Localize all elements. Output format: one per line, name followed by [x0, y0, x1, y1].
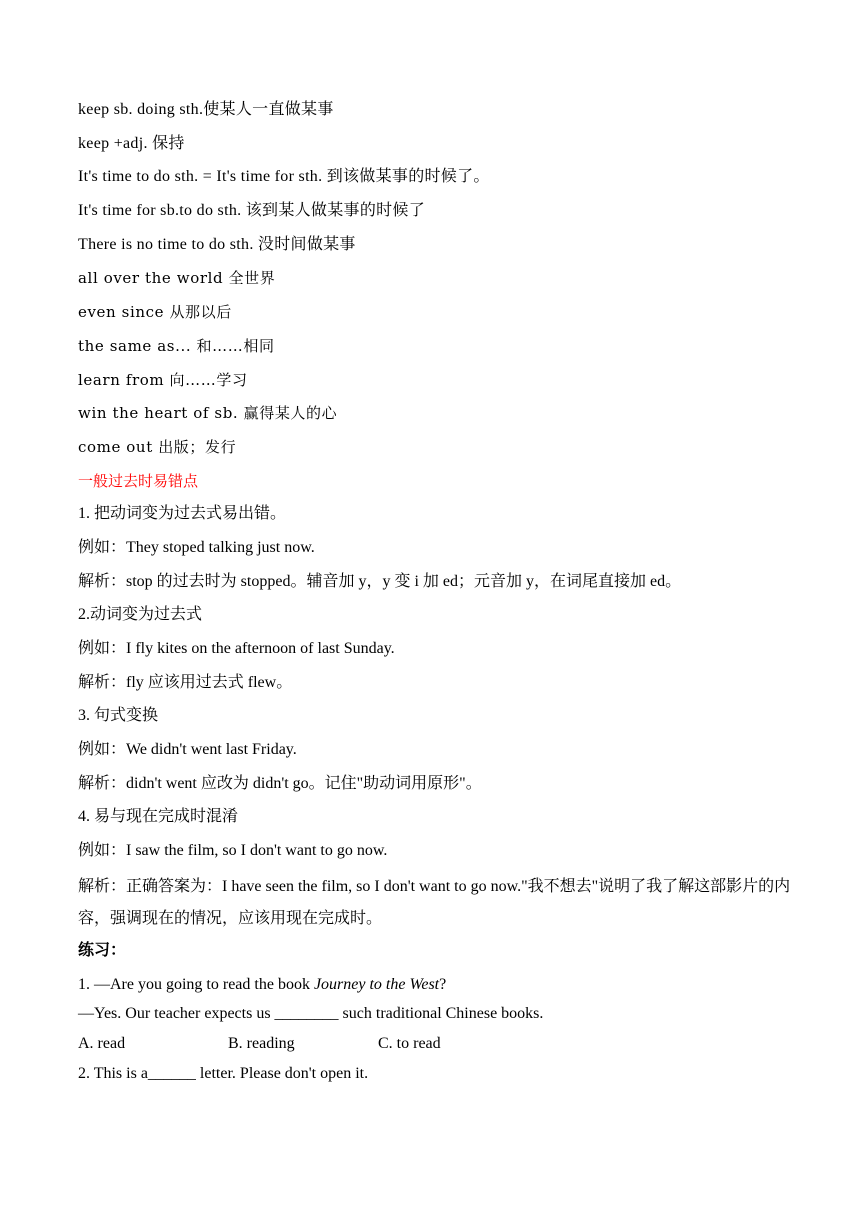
phrase-line: keep +adj. 保持 [78, 134, 185, 152]
phrase-line: all over the world 全世界 [78, 269, 276, 288]
option-c: C. to read [378, 1034, 441, 1052]
item-example: 例如：We didn't went last Friday. [78, 741, 297, 759]
item-title: 1. 把动词变为过去式易出错。 [78, 505, 287, 523]
item-analysis: 解析：fly 应该用过去式 flew。 [78, 673, 293, 691]
item-example: 例如：I fly kites on the afternoon of last Sunday. [78, 640, 395, 657]
phrase-line: win the heart of sb. 赢得某人的心 [78, 404, 338, 423]
phrase-line: keep sb. doing sth.使某人一直做某事 [78, 101, 334, 118]
option-a: A. read [78, 1034, 126, 1052]
phrase-line: It's time for sb.to do sth. 该到某人做某事的时候了 [78, 202, 426, 220]
phrase-line: There is no time to do sth. 没时间做某事 [78, 235, 356, 253]
item-title: 3. 句式变换 [78, 707, 159, 725]
phrase-line: the same as... 和……相同 [78, 336, 275, 355]
phrase-line: learn from 向……学习 [78, 370, 248, 389]
exercise-question-1 [78, 975, 798, 1005]
item-example: 例如：I saw the film, so I don't want to go now. [78, 842, 388, 860]
phrase-line: even since 从那以后 [78, 303, 232, 322]
item-analysis: 解析：正确答案为：I have seen the film, so I don't want to go now."我不想去"说明了我了解这部影片的内容，强调现在的情况，应该用现在完成时。 [78, 877, 791, 927]
option-b: B. reading [228, 1034, 295, 1052]
exercise-options [78, 1034, 798, 1064]
section-heading: 一般过去时易错点 [78, 471, 199, 490]
exercise-question-1-response: —Yes. Our teacher expects us ________ such traditional Chinese books. [78, 1005, 544, 1023]
book-title: Journey to the West [313, 975, 440, 993]
item-analysis: 解析：stop 的过去时为 stopped。辅音加 y，y 变 i 加 ed；元音加 y，在词尾直接加 ed。 [78, 572, 682, 590]
item-analysis: 解析：didn't went 应改为 didn't go。记住"助动词用原形"。 [78, 774, 482, 792]
document-page [78, 100, 798, 1093]
practice-heading: 练习： [78, 941, 127, 959]
exercise-q1-suffix: ? [439, 975, 447, 993]
exercise-question-2: 2. This is a______ letter. Please don't open it. [78, 1064, 369, 1082]
phrase-line: It's time to do sth. = It's time for sth. 到该做某事的时候了。 [78, 168, 490, 186]
item-title: 2.动词变为过去式 [78, 606, 203, 624]
exercise-q1-prefix: 1. —Are you going to read the book [78, 975, 314, 993]
phrase-line: come out 出版；发行 [78, 437, 237, 456]
item-example: 例如：They stoped talking just now. [78, 538, 315, 556]
item-title: 4. 易与现在完成时混淆 [78, 808, 239, 826]
